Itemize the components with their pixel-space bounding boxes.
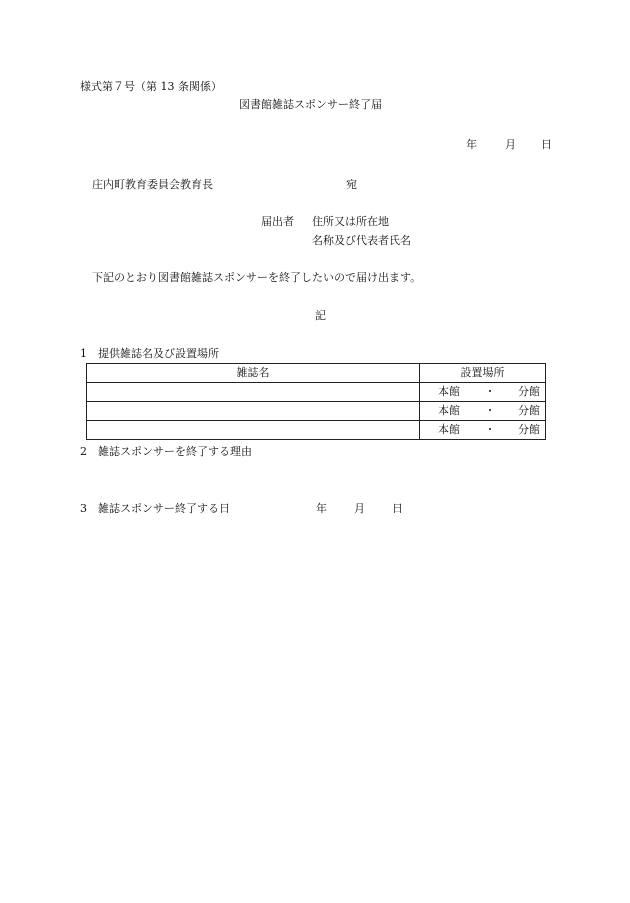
- magazine-name-cell[interactable]: [87, 402, 420, 421]
- section3-heading: 3 雑誌スポンサー終了する日: [80, 502, 230, 515]
- date-year-label: 年: [466, 138, 477, 151]
- main-library-option[interactable]: 本館: [438, 423, 460, 436]
- section2-heading: 2 雑誌スポンサーを終了する理由: [80, 445, 252, 458]
- filer-label: 届出者: [261, 215, 294, 228]
- magazine-table: [86, 363, 546, 440]
- body-text: 下記のとおり図書館雑誌スポンサーを終了したいので届け出ます。: [92, 271, 422, 284]
- table-header-row: [87, 364, 546, 383]
- table-row: [87, 421, 546, 440]
- addressee-suffix: 宛: [346, 178, 357, 191]
- location-cell: [420, 383, 546, 402]
- table-row: [87, 383, 546, 402]
- end-date-day-label: 日: [392, 502, 403, 515]
- date-month-label: 月: [505, 138, 516, 151]
- location-header: 設置場所: [420, 364, 546, 383]
- filer-address-label: 住所又は所在地: [312, 215, 389, 228]
- document-title: 図書館雑誌スポンサー終了届: [239, 98, 382, 111]
- location-cell: [420, 402, 546, 421]
- location-cell: [420, 421, 546, 440]
- branch-library-option[interactable]: 分館: [518, 385, 540, 398]
- branch-library-option[interactable]: 分館: [518, 423, 540, 436]
- date-day-label: 日: [541, 138, 552, 151]
- separator-dot: ・: [484, 404, 496, 417]
- section1-heading: 1 提供雑誌名及び設置場所: [80, 347, 219, 360]
- main-library-option[interactable]: 本館: [438, 404, 460, 417]
- magazine-name-header: 雑誌名: [87, 364, 420, 383]
- separator-dot: ・: [484, 385, 496, 398]
- separator-dot: ・: [484, 423, 496, 436]
- magazine-name-cell[interactable]: [87, 383, 420, 402]
- ki-heading: 記: [315, 309, 326, 322]
- filer-name-label: 名称及び代表者氏名: [312, 234, 411, 247]
- end-date-year-label: 年: [316, 502, 327, 515]
- magazine-name-cell[interactable]: [87, 421, 420, 440]
- table-row: [87, 402, 546, 421]
- addressee: 庄内町教育委員会教育長: [92, 178, 213, 191]
- end-date-month-label: 月: [354, 502, 365, 515]
- branch-library-option[interactable]: 分館: [518, 404, 540, 417]
- form-number: 様式第７号（第 13 条関係）: [80, 80, 222, 93]
- main-library-option[interactable]: 本館: [438, 385, 460, 398]
